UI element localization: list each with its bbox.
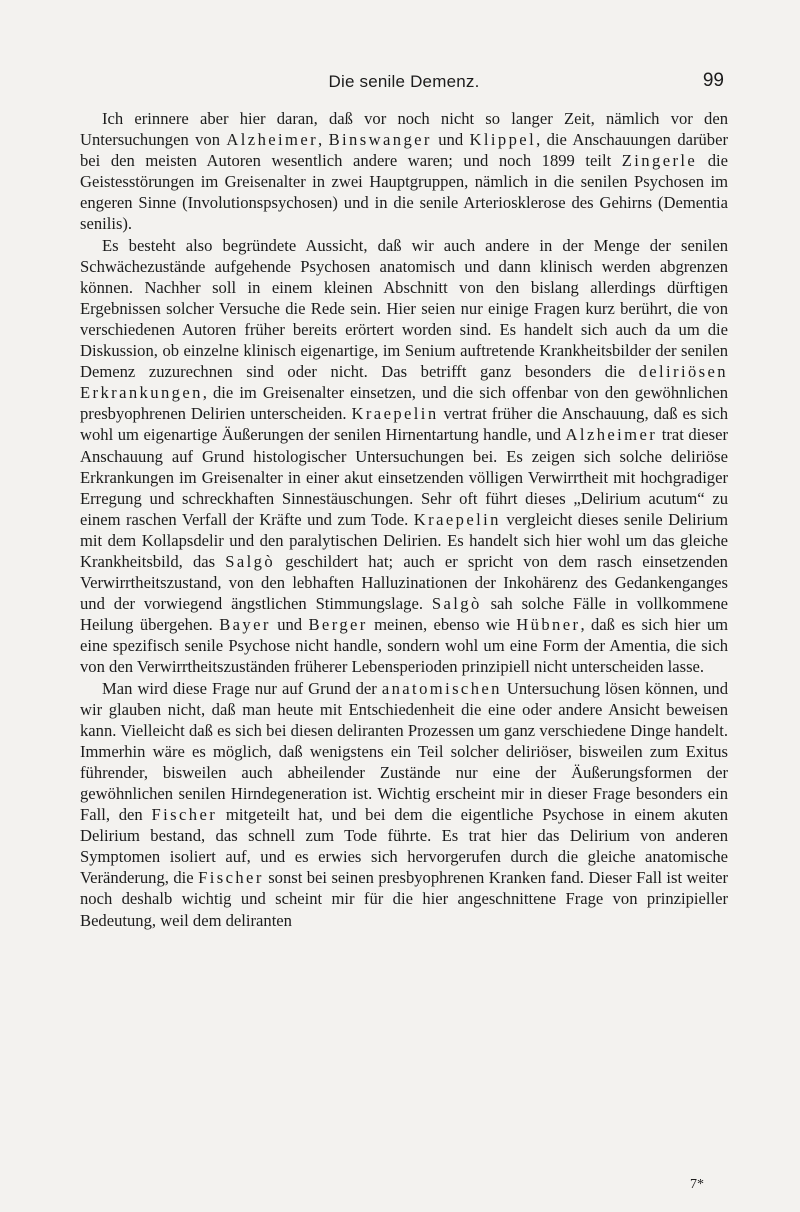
text-run: , die im Greisenalter einsetzen, und die sich offenbar von den gewöhnlichen presbyophrenen Delirien unterscheiden. <box>80 383 728 424</box>
text-run: und <box>270 615 309 635</box>
spaced-name: anatomischen <box>381 678 502 698</box>
text-run: die Geistesstörungen im Greisenalter in zwei Hauptgruppen, nämlich in die senilen Psychosen im engeren Sinne (Involutionspsychosen) und in die senile Arteriosklerose des Gehirns (Dementia senilis). <box>80 151 729 234</box>
text-run: , die Anschauungen darüber bei den meisten Autoren wesentlich andere waren; und noch 1899 teilt <box>80 130 728 171</box>
spaced-name: Alzheimer <box>226 130 319 150</box>
text-run: Ich erinnere aber hier daran, daß vor noch nicht so langer Zeit, nämlich vor den Untersuchungen von <box>80 109 728 150</box>
paragraph-2 <box>80 235 728 678</box>
text-run: meinen, ebenso wie <box>367 615 517 635</box>
spaced-name: Salgò <box>431 594 482 614</box>
text-run: geschildert hat; auch er spricht von dem rasch einsetzenden Verwirrtheitszustand, von den lebhaften Halluzinationen der Inkohärenz des Gedankenganges und der vorwiegend ängstlichen Stimmungslage. <box>80 551 728 614</box>
text-run: Es besteht also begründete Aussicht, daß wir auch andere in der Menge der senilen Schwächezustände aufgehende Psychosen anatomisch und dann klinisch werden abgrenzen können. Nachher soll in einem kleinen Abschnitt von den bislang allerdings dürftigen Ergebnissen solcher Versuche die Rede sein. Hier seien nur einige Fragen kurz berührt, die von verschiedenen Autoren früher bereits erörtert worden sind. Es handelt sich auch da um die Diskussion, ob einzelne klinisch eigenartige, im Senium auftretende Krankheitsbilder der senilen Demenz zuzurechnen sind oder nicht. Das betrifft ganz besonders die <box>80 235 728 382</box>
text-run: vergleicht dieses senile Delirium mit dem Kollapsdelir und den paralytischen Delirien. Es handelt sich hier wohl um das gleiche Krankheitsbild, das <box>80 509 728 571</box>
page-number: 99 <box>702 70 724 91</box>
text-run: Man wird diese Frage nur auf Grund der <box>102 678 382 698</box>
paragraph-1 <box>80 108 728 235</box>
spaced-name: Salgò <box>225 551 276 571</box>
spaced-name: Bayer <box>219 615 271 635</box>
body-text <box>80 108 728 931</box>
spaced-name: Kraepelin <box>351 404 439 424</box>
text-run: und <box>431 130 470 150</box>
spaced-name: Klippel <box>469 130 537 150</box>
spaced-name: Kraepelin <box>413 509 501 529</box>
spaced-name: Fischer <box>151 805 218 825</box>
running-title: Die senile Demenz. <box>328 72 480 91</box>
signature-mark: 7* <box>690 1177 704 1192</box>
text-run: , daß es sich hier um eine spezifisch senile Psychose nicht handle, sondern wohl um eine Form der Amentia, die sich von den Verwirrtheitszuständen früherer Lebensperioden prinzipiell nicht unterscheiden lasse. <box>80 615 729 677</box>
spaced-name: deliriösen Erkrankungen <box>80 362 728 403</box>
text-run: vertrat früher die Anschauung, daß es sich wohl um eigenartige Äußerungen der senilen Hirnentartung handle, und <box>80 404 728 445</box>
spaced-name: Fischer <box>198 868 264 888</box>
spaced-name: Berger <box>308 615 368 635</box>
text-run: , <box>318 130 329 150</box>
spaced-name: Hübner <box>516 615 581 635</box>
text-run: Untersuchung lösen können, und wir glauben nicht, daß man heute mit Entschiedenheit die eine oder andere Ansicht beweisen kann. Vielleicht daß es sich bei diesen deliranten Prozessen um ganz verschiedene Dinge handelt. Immerhin wäre es möglich, daß wenigstens ein Teil solcher deliriöser, bisweilen zum Exitus führender, bisweilen auch abheilender Zustände nur eine der Äußerungsformen der gewöhnlichen senilen Hirndegeneration ist. Wichtig erscheint mir in dieser Frage besonders ein Fall, den <box>80 678 728 825</box>
page-header <box>80 70 728 96</box>
text-run: sonst bei seinen presbyophrenen Kranken fand. Dieser Fall ist weiter noch deshalb wichtig und scheint mir für die hier angeschnittene Frage von prinzipieller Bedeutung, weil dem deliranten <box>80 868 728 930</box>
spaced-name: Binswanger <box>328 130 432 150</box>
text-run: trat dieser Anschauung auf Grund histologischer Untersuchungen bei. Es zeigen sich solche deliriöse Erkrankungen im Greisenalter in einer akut einsetzenden völligen Verwirrtheit mit hochgradiger Erregung und schreckhaften Sinnestäuschungen. Sehr oft führt dieses „Delirium acutum“ zu einem raschen Verfall der Kräfte und zum Tode. <box>80 425 729 529</box>
text-run: mitgeteilt hat, und bei dem die eigentliche Psychose in einem akuten Delirium bestand, das schnell zum Tode führte. Es trat hier das Delirium von anderen Symptomen isoliert auf, und es erwies sich hervorgerufen durch die gleiche anatomische Veränderung, die <box>80 805 728 888</box>
spaced-name: Zingerle <box>621 151 698 171</box>
spaced-name: Alzheimer <box>565 425 658 445</box>
text-run: sah solche Fälle in vollkommene Heilung übergehen. <box>80 594 728 635</box>
paragraph-3 <box>80 678 728 931</box>
